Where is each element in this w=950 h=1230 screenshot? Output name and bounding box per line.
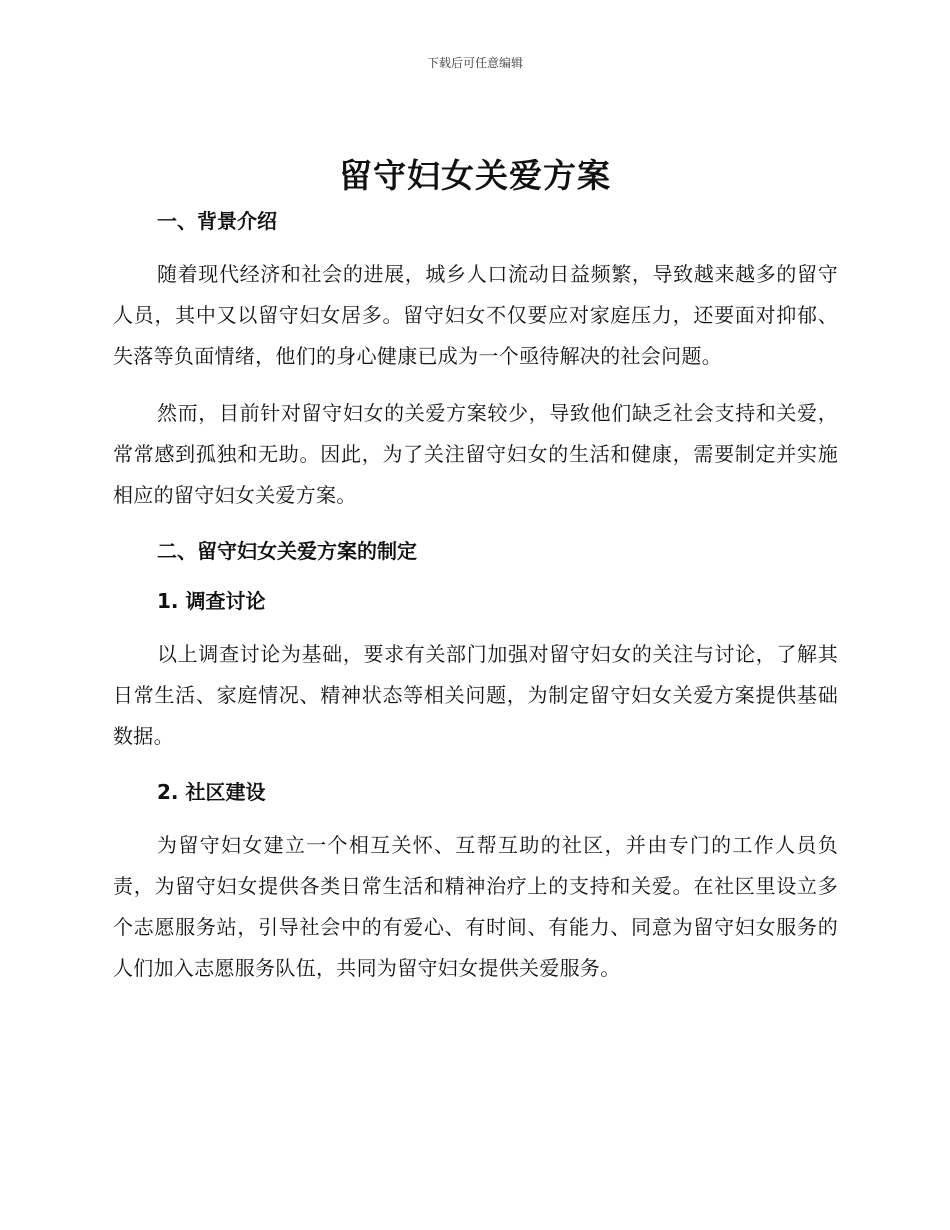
paragraph-community: 为留守妇女建立一个相互关怀、互帮互助的社区，并由专门的工作人员负责，为留守妇女提供各类日常生活和精神治疗上的支持和关爱。在社区里设立多个志愿服务站，引导社会中的有爱心、有时间、有能力、同意为留守妇女服务的人们加入志愿服务队伍，共同为留守妇女提供关爱服务。 (113, 833, 838, 980)
paragraph-background-2: 然而，目前针对留守妇女的关爱方案较少，导致他们缺乏社会支持和关爱，常常感到孤独和无助。因此，为了关注留守妇女的生活和健康，需要制定并实施相应的留守妇女关爱方案。 (113, 401, 838, 507)
paragraph-survey: 以上调查讨论为基础，要求有关部门加强对留守妇女的关注与讨论，了解其日常生活、家庭情况、精神状态等相关问题，为制定留守妇女关爱方案提供基础数据。 (113, 642, 838, 748)
section-heading-plan: 二、留守妇女关爱方案的制定 (157, 539, 417, 563)
subsection-heading-survey: 1. 调查讨论 (157, 589, 266, 613)
section-heading-background: 一、背景介绍 (157, 209, 277, 233)
header-note: 下载后可任意编辑 (426, 56, 523, 70)
paragraph-background-1: 随着现代经济和社会的进展，城乡人口流动日益频繁，导致越来越多的留守人员，其中又以留守妇女居多。留守妇女不仅要应对家庭压力，还要面对抑郁、失落等负面情绪，他们的身心健康已成为一个亟待解决的社会问题。 (113, 262, 838, 368)
subsection-heading-community: 2. 社区建设 (157, 780, 266, 804)
document-title: 留守妇女关爱方案 (339, 156, 611, 195)
document-body (113, 204, 838, 989)
